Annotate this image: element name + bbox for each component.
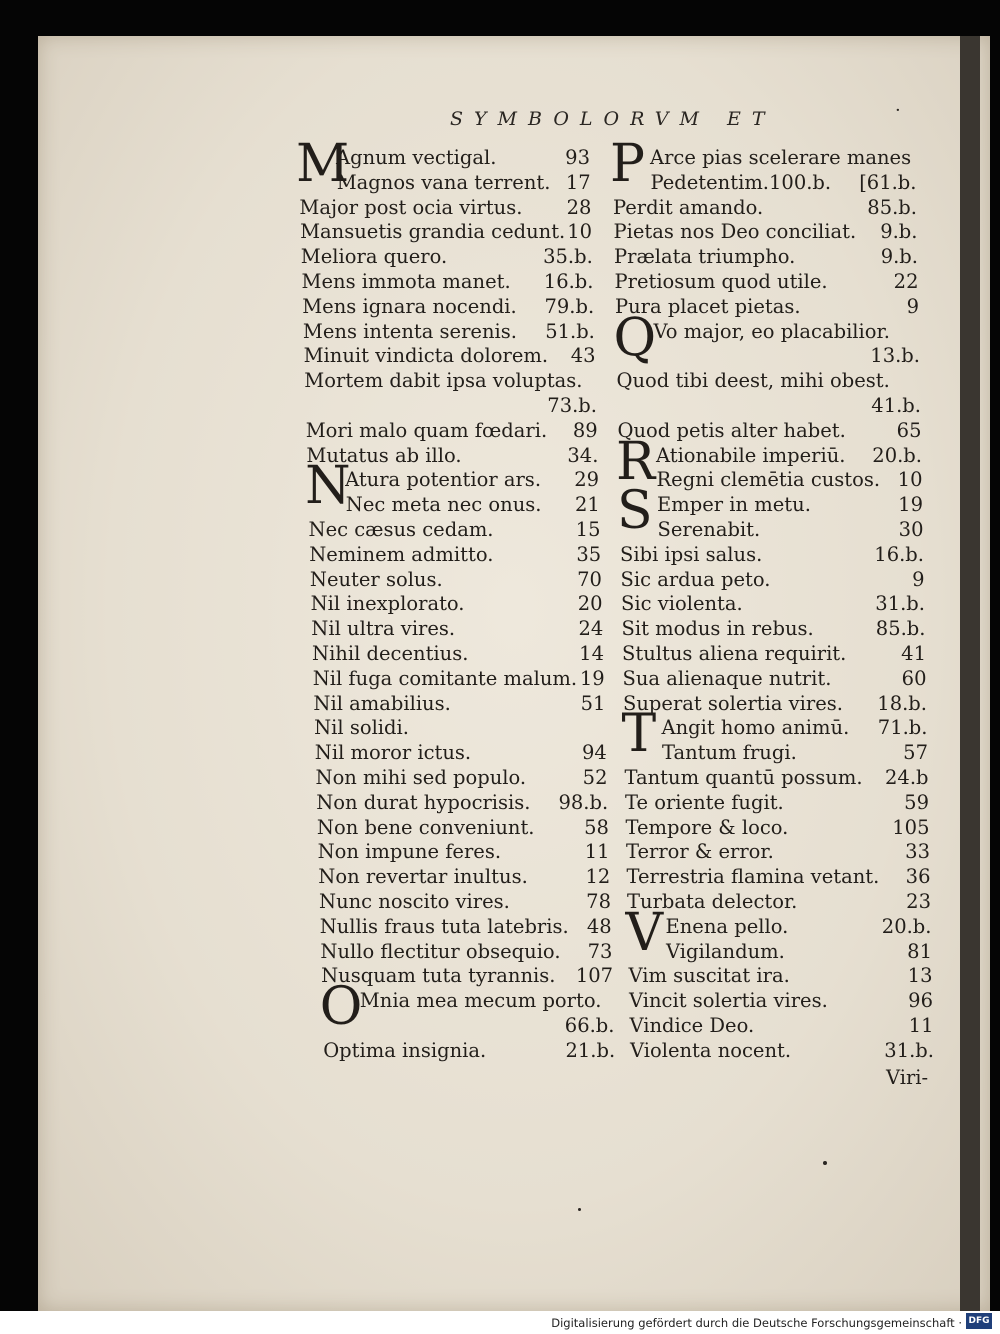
entry-motto: Non revertar inultus. [318,865,528,889]
entry-motto: Perdit amando. [613,195,764,219]
entry-motto: Mens immota manet. [301,270,511,293]
entry-page-ref: 105 [892,815,930,839]
entry-page-ref: 96 [908,989,933,1013]
entry-motto: Prælata triumpho. [614,245,796,269]
entry-page-ref: 36 [905,865,931,889]
entry-page-ref: 41 [901,642,926,665]
entry-page-ref: 14 [579,642,604,665]
entry-page-ref: 22 [893,270,919,293]
entry-page-ref: 35.b. [543,245,593,269]
entry-motto: Minuit vindicta dolorem. [303,344,549,368]
entry-page-ref: 98.b. [558,790,609,814]
entry-motto: Mnia mea mecum porto. [359,989,602,1013]
drop-initial: M [296,134,350,194]
drop-initial: V [625,902,664,963]
entry-page-ref: 57 [903,741,928,765]
entry-motto: Quod petis alter habet. [617,418,846,442]
entry-page-ref: 81 [907,939,932,963]
entry-motto: Nil amabilius. [313,691,451,715]
entry-motto: Major post ocia virtus. [299,195,523,219]
entry-motto: Non impune feres. [317,840,502,864]
entry-page-ref: 23 [906,890,931,913]
entry-motto: Non mihi sed populo. [315,766,527,789]
entry-motto: Stultus aliena requirit. [622,642,847,665]
drop-initial: R [616,431,656,492]
entry-motto: Nunc noscito vires. [319,890,510,913]
entry-page-ref: 28 [566,195,592,219]
entry-motto: Sic violenta. [621,592,743,616]
entry-page-ref: 17 [565,170,591,194]
entry-motto: Mens ignara nocendi. [302,294,517,318]
entry-motto: Agnum vectigal. [336,146,497,169]
entry-page-ref: 78 [586,890,611,913]
entry-motto: Mansuetis grandia cedunt. [300,220,566,244]
entry-page-ref: 9 [912,567,925,591]
entry-page-ref: 43 [570,344,596,368]
dfg-logo: DFG [966,1313,992,1329]
entry-page-ref: 20.b. [881,914,932,938]
entry-page-ref: 30 [898,518,924,541]
entry-motto: Atura potentior ars. [345,468,542,492]
entry-motto: Vigilandum. [666,939,785,963]
entry-motto: Vim suscitat ira. [628,964,790,988]
entry-motto: Angit homo animū. [661,716,850,740]
entry-motto: Arce pias scelerare manes [650,146,912,169]
entry-page-ref: 48 [586,914,612,938]
entry-motto: Ationabile imperiū. [656,443,846,467]
entry-motto: Pretiosum quod utile. [614,270,828,293]
entry-motto: Nusquam tuta tyrannis. [321,964,556,988]
entry-motto: Nil inexplorato. [310,592,465,616]
entry-page-ref: 10 [897,468,923,492]
entry-page-ref: 65 [896,418,922,442]
entry-motto: Tantum frugi. [662,741,797,765]
entry-motto: Sibi ipsi salus. [620,542,763,566]
entry-page-ref: 94 [581,741,607,765]
entry-motto: Neuter solus. [309,567,443,591]
entry-page-ref: 85.b. [867,195,917,219]
drop-initial: O [319,977,363,1038]
entry-motto: Sic ardua peto. [620,567,771,591]
entry-page-ref: 11 [908,1014,934,1037]
entry-page-ref: 79.b. [544,294,595,318]
speck [823,1161,827,1165]
entry-motto: Superat solertia vires. [623,691,843,715]
entry-page-ref: 20 [577,592,603,616]
entry-motto: Quod tibi deest, mihi obest. [616,369,890,393]
entry-motto: Nec meta nec onus. [345,493,542,517]
entry-page-ref: 73.b. [547,394,597,417]
drop-initial: S [617,481,653,542]
drop-initial: P [610,134,645,194]
entry-motto: Tempore & loco. [625,815,789,839]
drop-initial: N [305,456,351,517]
entry-motto: Enena pello. [665,914,789,938]
entry-page-ref: 34. [567,443,599,467]
entry-motto: Nil moror ictus. [314,741,472,765]
speck [578,1208,581,1211]
entry-motto: Non durat hypocrisis. [316,790,531,814]
entry-motto: Non bene conveniunt. [316,815,535,839]
entry-page-ref: 59 [904,790,929,814]
entry-page-ref: 66.b. [564,1014,615,1037]
entry-motto: Nil ultra vires. [311,617,456,641]
entry-page-ref: 35 [576,542,602,566]
entry-motto: Nihil decentius. [312,642,469,665]
entry-page-ref: 107 [575,964,614,988]
entry-page-ref: 31.b. [884,1038,934,1062]
entry-page-ref: 71.b. [877,716,928,740]
entry-motto: Nil solidi. [314,716,409,740]
entry-motto: Pura placet pietas. [615,294,801,318]
entry-motto: Sit modus in rebus. [621,617,814,641]
entry-page-ref: 51.b. [545,319,595,343]
entry-motto: Magnos vana terrent. [336,170,551,194]
entry-page-ref: 73 [587,939,613,963]
entry-page-ref: 11 [584,840,610,864]
entry-page-ref: 93 [565,146,590,169]
entry-page-ref: 16.b. [543,270,594,293]
entry-page-ref: 29 [574,468,600,492]
entry-motto: Serenabit. [657,518,761,541]
entry-motto: Mori malo quam fœdari. [305,418,548,442]
page-edge [960,36,980,1311]
entry-page-ref: [61.b. [859,170,917,194]
entry-motto: Nec cæsus cedam. [308,518,494,541]
entry-page-ref: 33 [905,840,930,864]
entry-motto: Terror & error. [626,840,774,864]
entry-motto: Meliora quero. [300,245,448,269]
entry-page-ref: 41.b. [871,394,921,417]
entry-motto: Turbata delector. [627,890,798,913]
entry-page-ref: 19 [898,493,923,517]
entry-page-ref: 89 [572,418,598,442]
entry-page-ref: 70 [577,567,602,591]
entry-motto: Regni clemētia custos. [656,468,881,492]
catchword: Viri- [886,1066,929,1089]
entry-motto: Nullis fraus tuta latebris. [319,914,569,938]
entry-page-ref: 19 [579,666,605,690]
entry-page-ref: 31.b. [875,592,925,616]
entry-page-ref: 10 [567,220,593,244]
entry-page-ref: 21.b. [565,1038,616,1062]
entry-motto: Sua alienaque nutrit. [622,666,832,690]
entry-motto: Optima insignia. [323,1038,487,1062]
entry-page-ref: 9.b. [880,220,918,244]
entry-page-ref: 58 [584,815,609,839]
entry-motto: Violenta nocent. [630,1038,792,1062]
entry-motto: Emper in metu. [657,493,811,517]
entry-motto: Neminem admitto. [309,542,494,566]
entry-motto: Pedetentim.100.b. [650,170,832,194]
entry-page-ref: 12 [585,865,611,889]
entry-motto: Mens intenta serenis. [302,319,517,343]
entry-page-ref: 24.b [885,766,929,789]
entry-motto: Vincit solertia vires. [629,989,828,1013]
entry-page-ref: 85.b. [875,617,926,641]
entry-motto: Mutatus ab illo. [306,443,462,467]
entry-motto: Vindice Deo. [629,1014,755,1037]
entry-page-ref: 9 [906,294,919,318]
drop-initial: Q [613,307,657,368]
entry-page-ref: 24 [578,617,604,641]
header-mark: · [895,100,901,121]
entry-motto: Vo major, eo placabilior. [653,319,890,343]
entry-page-ref: 21 [574,493,600,517]
entry-motto: Tantum quantū possum. [624,766,863,789]
running-header: SYMBOLORVM ET [450,108,776,130]
entry-page-ref: 15 [575,518,601,541]
entry-page-ref: 52 [582,766,608,789]
entry-motto: Terrestria flamina vetant. [626,865,880,889]
footer-credit: Digitalisierung gefördert durch die Deutsche Forschungsgemeinschaft · [551,1316,962,1330]
entry-motto: Te oriente fugit. [625,790,784,814]
entry-page-ref: 60 [901,666,927,690]
entry-motto: Nullo flectitur obsequio. [320,939,561,963]
entry-page-ref: 13 [907,964,933,988]
entry-page-ref: 20.b. [872,443,922,467]
entry-page-ref: 16.b. [874,542,924,566]
entry-page-ref: 51 [580,691,606,715]
drop-initial: T [621,704,657,765]
entry-page-ref: 13.b. [870,344,920,368]
entry-motto: Mortem dabit ipsa voluptas. [304,369,583,393]
entry-motto: Pietas nos Deo conciliat. [613,220,857,244]
entry-page-ref: 18.b. [877,691,927,715]
entry-page-ref: 9.b. [880,245,918,269]
entry-motto: Nil fuga comitante malum. [312,666,578,690]
